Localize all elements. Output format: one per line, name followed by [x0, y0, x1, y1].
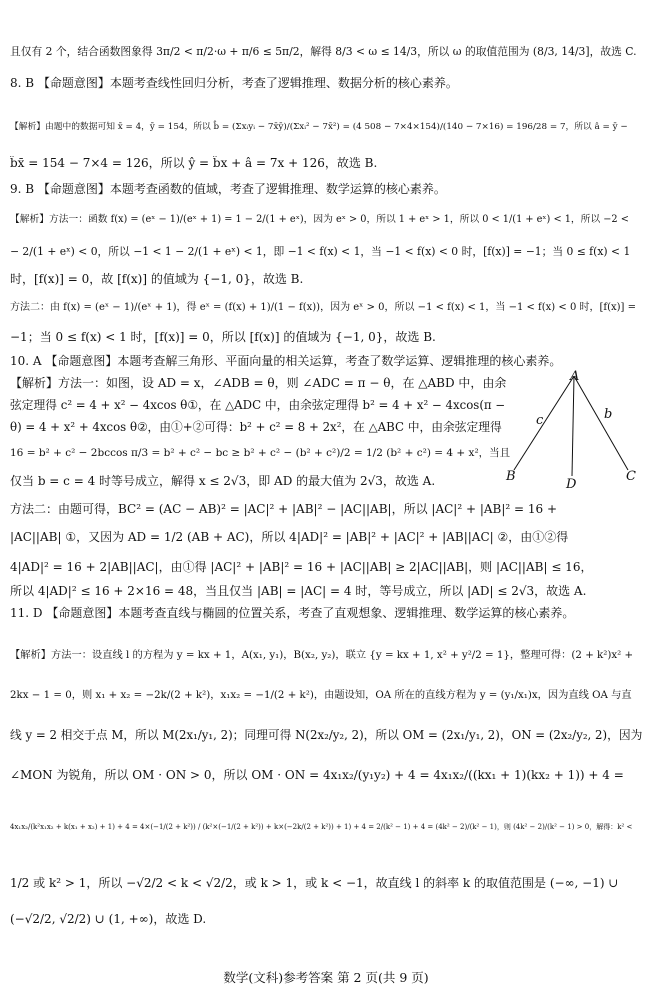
text-line: 【解析】方法一：设直线 l 的方程为 y = kx + 1，A(x₁, y₁)，B(x₂, y₂)，联立 {y = kx + 1, x² + y²/2 = 1}，整理可得：(2 + k²)x² +: [10, 649, 634, 661]
text-line: b̂x̄ = 154 − 7×4 = 126，所以 ŷ = b̂x + â = 7x + 126，故选 B.: [10, 156, 378, 170]
side-ac: [574, 376, 628, 470]
text-line: ∠MON 为锐角，所以 OM · ON > 0，所以 OM · ON = 4x₁x₂/(y₁y₂) + 4 = 4x₁x₂/((kx₁ + 1)(kx₂ + 1)) + 4 =: [10, 768, 624, 782]
median-ad: [572, 376, 574, 476]
question-9-heading: 9. B 【命题意图】本题考查函数的值域，考查了逻辑推理、数学运算的核心素养。: [10, 182, 446, 196]
point-d-label: D: [566, 477, 577, 490]
text-line: 4|AD|² = 16 + 2|AB||AC|，由①得 |AC|² + |AB|² = 16 + |AC||AB| ≥ 2|AC||AB|，则 |AC||AB| ≤ 16，: [10, 560, 593, 574]
text-line: 弦定理得 c² = 4 + x² − 4xcos θ①，在 △ADC 中，由余弦定理得 b² = 4 + x² − 4xcos(π −: [10, 398, 506, 412]
vertex-c-label: C: [626, 469, 636, 484]
text-line: θ) = 4 + x² + 4xcos θ②，由①+②可得：b² + c² = 8 + 2x²，在 △ABC 中，由余弦定理得: [10, 420, 502, 434]
text-line: 且仅有 2 个，结合函数图象得 3π/2 < π/2·ω + π/6 ≤ 5π/2，解得 8/3 < ω ≤ 14/3，所以 ω 的取值范围为 (8/3, 14/3]，故选 C.: [10, 45, 637, 58]
side-ab: [514, 376, 574, 470]
side-b-label: b: [604, 407, 613, 422]
text-line: 时，[f(x)] = 0，故 [f(x)] 的值域为 {−1, 0}，故选 B.: [10, 272, 304, 286]
text-line: 所以 4|AD|² ≤ 16 + 2×16 = 48，当且仅当 |AB| = |AC| = 4 时，等号成立，所以 |AD| ≤ 2√3，故选 A.: [10, 584, 587, 598]
text-line: 【解析】由题中的数据可知 x̄ = 4，ȳ = 154，所以 b̂ = (Σxᵢyᵢ − 7x̄ȳ)/(Σxᵢ² − 7x̄²) = (4 508 − 7×4×154)/(140 − 7×16) = 196/28 = 7，所以 â = ȳ −: [10, 122, 628, 132]
question-8-heading: 8. B 【命题意图】本题考查线性回归分析，考查了逻辑推理、数据分析的核心素养。: [10, 76, 458, 90]
text-line: 16 = b² + c² − 2bccos π/3 = b² + c² − bc ≥ b² + c² − (b² + c²)/2 = 1/2 (b² + c²) = 4 + x²，当且: [10, 447, 510, 459]
text-line: 2kx − 1 = 0，则 x₁ + x₂ = −2k/(2 + k²)，x₁x₂ = −1/(2 + k²)，由题设知，OA 所在的直线方程为 y = (y₁/x₁)x，因为直线 OA 与直: [10, 689, 632, 701]
vertex-b-label: B: [506, 469, 516, 484]
text-line: (−√2/2, √2/2) ∪ (1, +∞)，故选 D.: [10, 912, 207, 926]
question-11-heading: 11. D 【命题意图】本题考查直线与椭圆的位置关系，考查了直观想象、逻辑推理、数学运算的核心素养。: [10, 606, 575, 620]
text-line: − 2/(1 + eˣ) < 0，所以 −1 < 1 − 2/(1 + eˣ) < 1，即 −1 < f(x) < 1，当 −1 < f(x) < 0 时，[f(x)] = −1；当 0 ≤ f(x) < 1: [10, 245, 631, 258]
vertex-a-label: A: [570, 369, 580, 384]
text-line: 仅当 b = c = 4 时等号成立，解得 x ≤ 2√3，即 AD 的最大值为 2√3，故选 A.: [10, 474, 436, 488]
text-line: −1；当 0 ≤ f(x) < 1 时，[f(x)] = 0，所以 [f(x)] 的值域为 {−1, 0}，故选 B.: [10, 330, 436, 344]
text-line: 【解析】方法一：函数 f(x) = (eˣ − 1)/(eˣ + 1) = 1 − 2/(1 + eˣ)，因为 eˣ > 0，所以 1 + eˣ > 1，所以 0 < 1/(1 + eˣ) < 1，所以 −2 <: [10, 214, 629, 225]
triangle-figure: [500, 368, 648, 490]
text-line: 线 y = 2 相交于点 M，所以 M(2x₁/y₁, 2)；同理可得 N(2x₂/y₂, 2)，所以 OM = (2x₁/y₁, 2)，ON = (2x₂/y₂, 2)，因为: [10, 728, 642, 742]
question-10-heading: 10. A 【命题意图】本题考查解三角形、平面向量的相关运算，考查了数学运算、逻辑推理的核心素养。: [10, 354, 562, 368]
text-line: 方法二：由题可得，BC² = (AC − AB)² = |AC|² + |AB|² − |AC||AB|，所以 |AC|² + |AB|² = 16 +: [10, 502, 558, 516]
side-c-label: c: [536, 413, 544, 428]
text-line: 4x₁x₂/(k²x₁x₂ + k(x₁ + x₂) + 1) + 4 = 4×(−1/(2 + k²)) / (k²×(−1/(2 + k²)) + k×(−2k/(2 + k²)) + 1) + 4 = 2/(k² − 1) + 4 = (4k² − 2)/(k² − 1)，则 (4k² − 2)/(k² − 1) > 0，解得：k² <: [10, 823, 633, 831]
text-line: 方法二：由 f(x) = (eˣ − 1)/(eˣ + 1)，得 eˣ = (f(x) + 1)/(1 − f(x))，因为 eˣ > 0，所以 −1 < f(x) < 1，当 −1 < f(x) < 0 时，[f(x)] =: [10, 302, 636, 313]
text-line: |AC||AB| ①，又因为 AD = 1/2 (AB + AC)，所以 4|AD|² = |AB|² + |AC|² + |AB||AC| ②，由①②得: [10, 530, 569, 544]
text-line: 【解析】方法一：如图，设 AD = x，∠ADB = θ，则 ∠ADC = π − θ，在 △ABD 中，由余: [10, 376, 507, 390]
text-line: 1/2 或 k² > 1，所以 −√2/2 < k < √2/2，或 k > 1，或 k < −1，故直线 l 的斜率 k 的取值范围是 (−∞, −1) ∪: [10, 876, 619, 890]
page-footer: 数学(文科)参考答案 第 2 页(共 9 页): [223, 970, 429, 985]
